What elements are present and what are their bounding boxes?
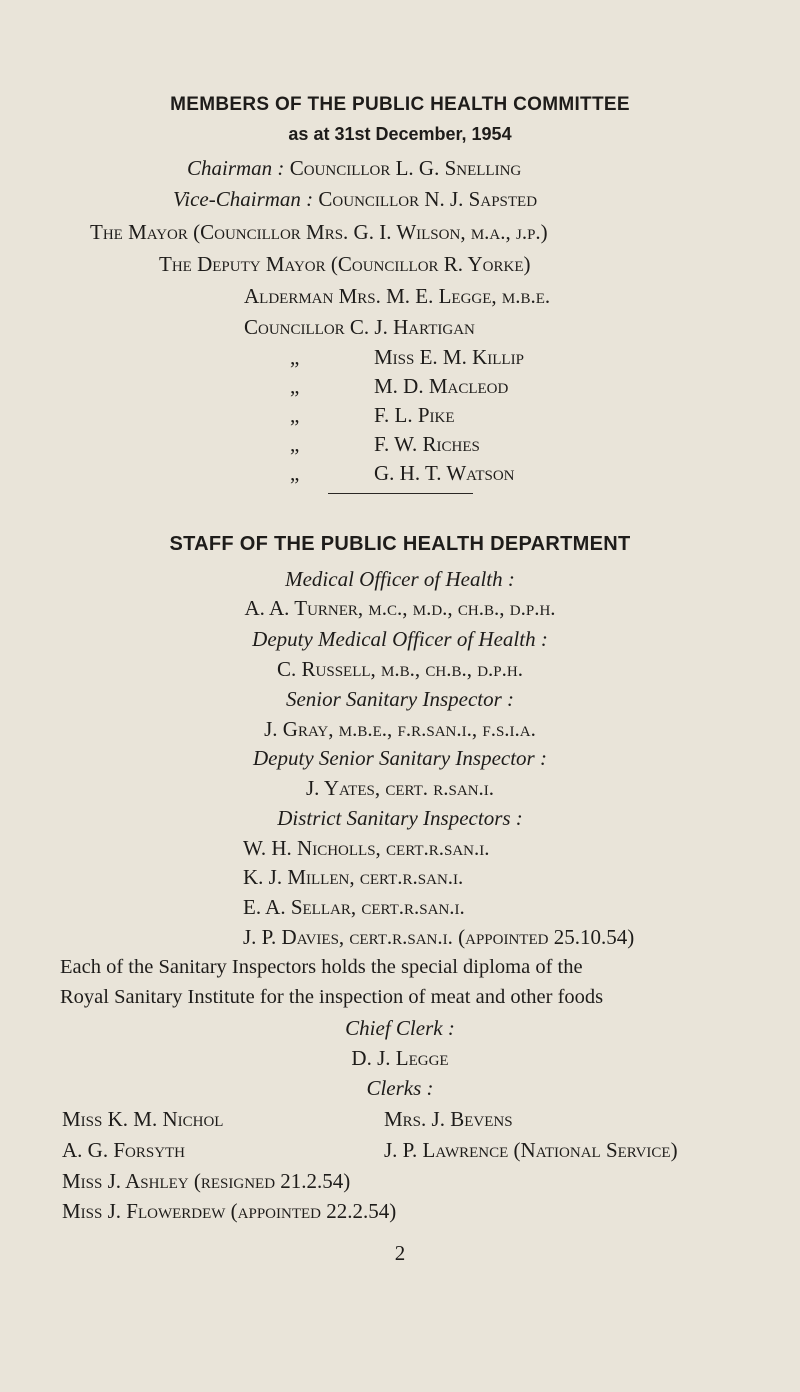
page-number: 2	[394, 1241, 406, 1265]
chairman-line	[187, 155, 521, 181]
dssi-name: J. Yates, cert. r.san.i.	[305, 776, 495, 800]
clerk-name: A. G. Forsyth	[62, 1138, 186, 1162]
vice-chairman-name: Councillor N. J. Sapsted	[318, 187, 538, 211]
chief-clerk-name: D. J. Legge	[351, 1046, 449, 1070]
ditto-mark: „	[290, 345, 300, 369]
vice-chairman-line	[173, 186, 537, 212]
diploma-note-line2: Royal Sanitary Institute for the inspection of meat and other foods	[60, 986, 604, 1008]
moh-name: A. A. Turner, m.c., m.d., ch.b., d.p.h.	[244, 596, 556, 620]
chairman-name: Councillor L. G. Snelling	[289, 156, 522, 180]
dssi-role: Deputy Senior Sanitary Inspector :	[253, 746, 547, 770]
clerk-name: Miss J. Ashley (resigned 21.2.54)	[62, 1169, 351, 1193]
diploma-note-line1: Each of the Sanitary Inspectors holds the special diploma of the	[60, 956, 583, 978]
ditto-mark: „	[290, 432, 300, 456]
dsi-name: E. A. Sellar, cert.r.san.i.	[243, 895, 465, 919]
dsi-name: W. H. Nicholls, cert.r.san.i.	[243, 836, 490, 860]
clerk-name: Mrs. J. Bevens	[384, 1107, 513, 1131]
committee-date: as at 31st December, 1954	[288, 124, 512, 144]
staff-heading: STAFF OF THE PUBLIC HEALTH DEPARTMENT	[169, 533, 631, 555]
alderman-line: Alderman Mrs. M. E. Legge, m.b.e.	[244, 284, 551, 308]
section-divider	[328, 493, 473, 494]
ditto-member: „ M. D. Macleod	[284, 373, 508, 399]
ditto-member: „ G. H. T. Watson	[284, 460, 515, 486]
dsi-name: K. J. Millen, cert.r.san.i.	[243, 865, 464, 889]
chairman-role: Chairman :	[187, 156, 285, 180]
committee-heading: MEMBERS OF THE PUBLIC HEALTH COMMITTEE	[170, 94, 630, 115]
ditto-mark: „	[290, 374, 300, 398]
ssi-role: Senior Sanitary Inspector :	[285, 687, 515, 711]
dmoh-name: C. Russell, m.b., ch.b., d.p.h.	[277, 657, 523, 681]
clerk-name: Miss J. Flowerdew (appointed 22.2.54)	[62, 1199, 397, 1223]
ditto-member: „ F. L. Pike	[284, 402, 455, 428]
ditto-member: „ F. W. Riches	[284, 431, 480, 457]
mayor-line: The Mayor (Councillor Mrs. G. I. Wilson, m.a., j.p.)	[90, 220, 548, 244]
ditto-mark: „	[290, 403, 300, 427]
ditto-mark: „	[290, 461, 300, 485]
councillor-line: Councillor C. J. Hartigan	[244, 315, 475, 339]
ditto-member: „ Miss E. M. Killip	[284, 344, 524, 370]
dsi-role: District Sanitary Inspectors :	[277, 806, 523, 830]
clerk-name: J. P. Lawrence (National Service)	[384, 1138, 678, 1162]
dsi-name: J. P. Davies, cert.r.san.i. (appointed 25.10.54)	[243, 925, 635, 949]
clerks-role: Clerks :	[366, 1076, 434, 1100]
vice-chairman-role: Vice-Chairman :	[173, 187, 314, 211]
clerk-name: Miss K. M. Nichol	[62, 1107, 224, 1131]
moh-role: Medical Officer of Health :	[285, 567, 515, 591]
deputy-mayor-line: The Deputy Mayor (Councillor R. Yorke)	[159, 252, 531, 276]
dmoh-role: Deputy Medical Officer of Health :	[252, 627, 548, 651]
ssi-name: J. Gray, m.b.e., f.r.san.i., f.s.i.a.	[264, 717, 536, 741]
chief-clerk-role: Chief Clerk :	[345, 1016, 455, 1040]
